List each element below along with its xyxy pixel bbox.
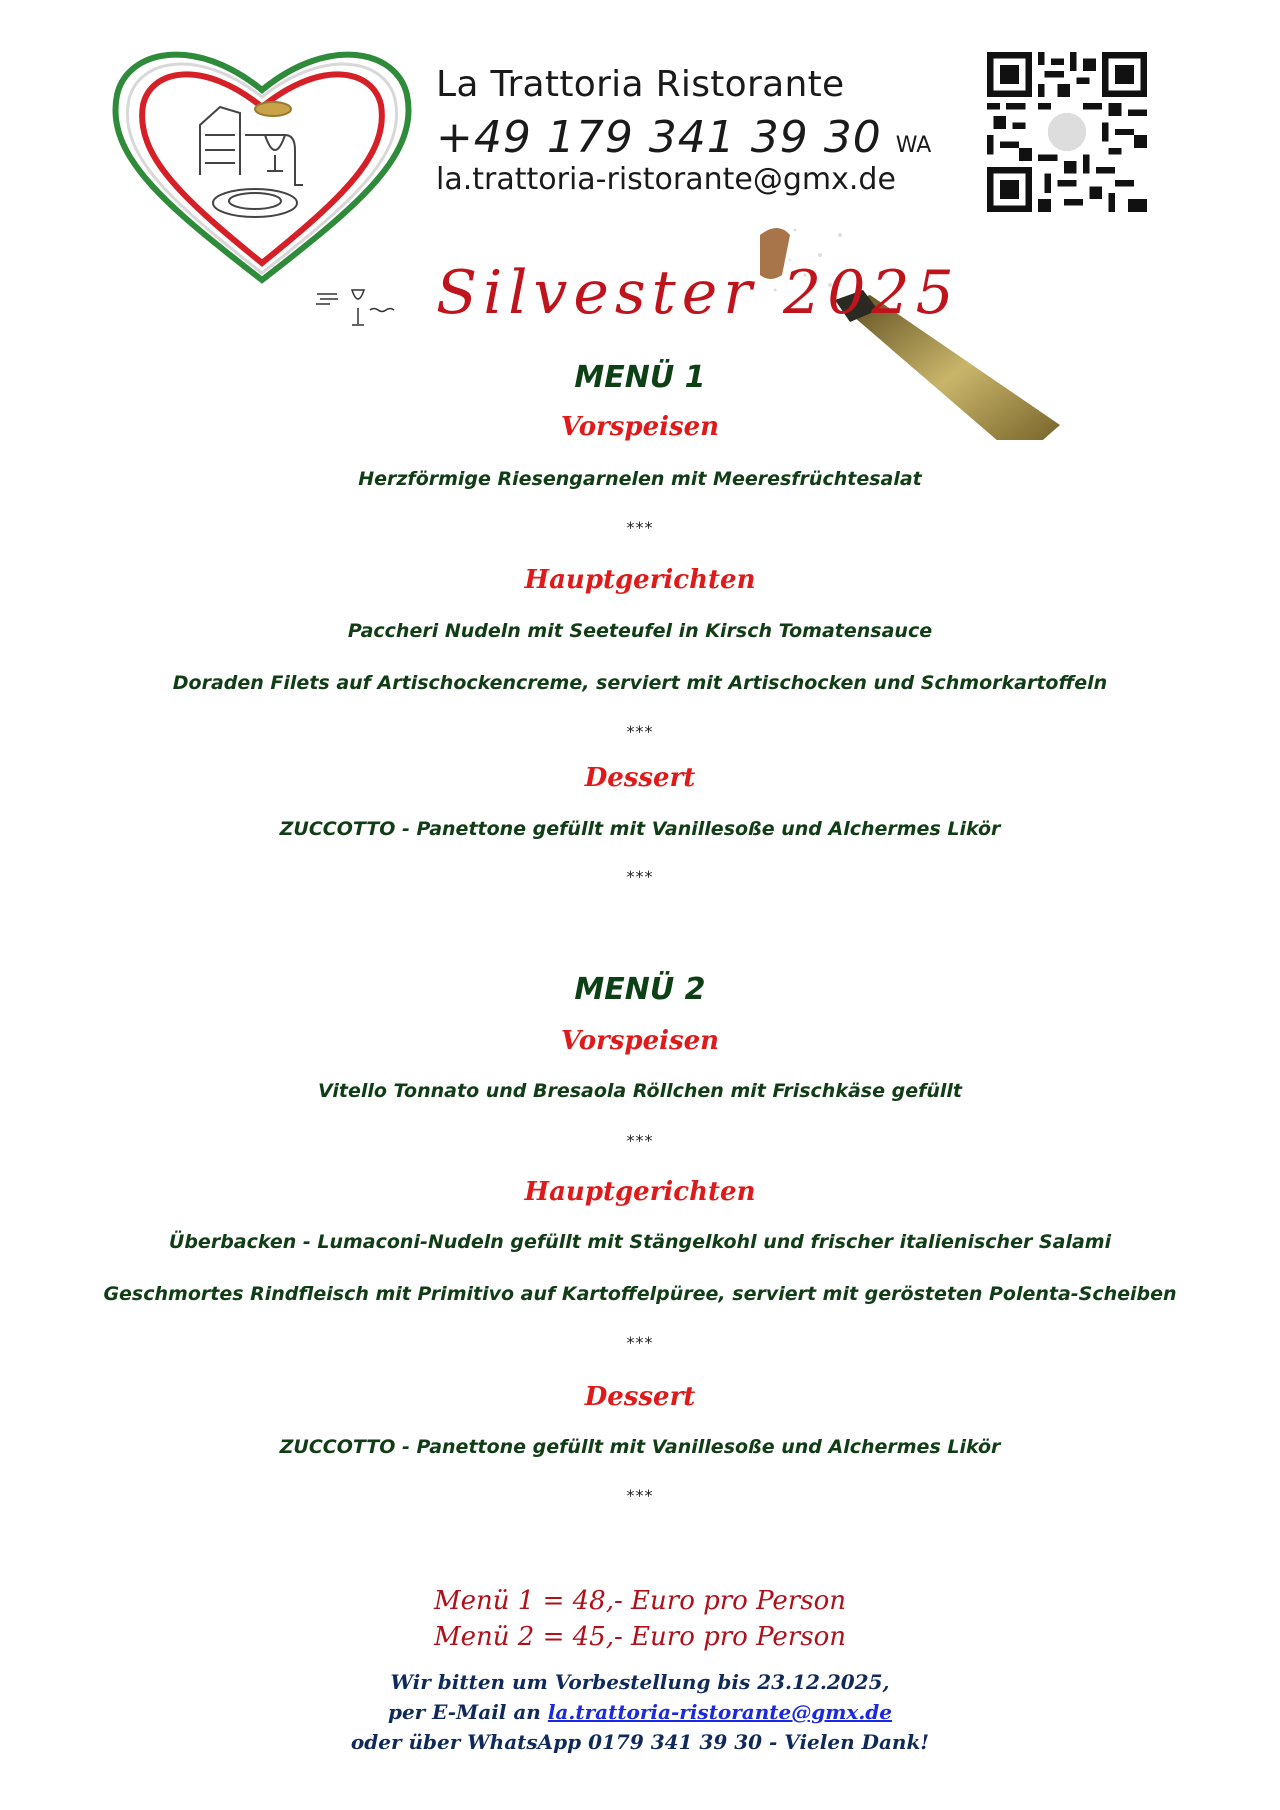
separator: *** [626,518,654,537]
menu-1-main-item: Doraden Filets auf Artischockencreme, serviert mit Artischocken und Schmorkartoffeln [172,672,1108,694]
menu-1-mains-heading: Hauptgerichten [524,565,756,595]
whatsapp-note: oder über WhatsApp 0179 341 39 30 - Vielen Dank! [350,1730,930,1754]
phone-number-text: +49 179 341 39 30 [436,112,882,163]
separator: *** [626,867,654,886]
preorder-note: Wir bitten um Vorbestellung bis 23.12.2025, [390,1670,890,1694]
menu-2-title: MENÜ 2 [574,972,706,1007]
menu-2-dessert-heading: Dessert [584,1382,696,1412]
menu-1-starters-heading: Vorspeisen [560,412,720,442]
separator: *** [626,1486,654,1505]
price-menu-2: Menü 2 = 45,- Euro pro Person [434,1622,846,1652]
wine-glass-icon [312,282,412,332]
email-note-prefix: per E-Mail an [387,1700,541,1724]
email-note [0,1700,1280,1724]
menu-2-mains-heading: Hauptgerichten [524,1177,756,1207]
menu-1-title: MENÜ 1 [574,360,706,395]
heart-logo-icon [105,35,420,290]
menu-2-main-item: Geschmortes Rindfleisch mit Primitivo auf Kartoffelpüree, serviert mit gerösteten Polenta-Scheiben [103,1283,1177,1305]
header-email[interactable]: la.trattoria-ristorante@gmx.de [436,162,896,197]
separator: *** [626,722,654,741]
menu-2-main-item: Überbacken - Lumaconi-Nudeln gefüllt mit Stängelkohl und frischer italienischer Salami [168,1231,1112,1253]
menu-1-dessert-item: ZUCCOTTO - Panettone gefüllt mit Vanillesoße und Alchermes Likör [279,818,1001,840]
footer-email-link[interactable]: la.trattoria-ristorante@gmx.de [547,1700,893,1724]
menu-1-dessert-heading: Dessert [584,763,696,793]
event-title: Silvester 2025 [436,258,960,328]
price-menu-1: Menü 1 = 48,- Euro pro Person [434,1586,846,1616]
menu-2-dessert-item: ZUCCOTTO - Panettone gefüllt mit Vanillesoße und Alchermes Likör [279,1436,1001,1458]
separator: *** [626,1131,654,1150]
separator: *** [626,1333,654,1352]
whatsapp-tag: WA [895,133,932,158]
menu-1-starter-item: Herzförmige Riesengarnelen mit Meeresfrüchtesalat [358,468,922,490]
menu-2-starters-heading: Vorspeisen [560,1026,720,1056]
menu-1-main-item: Paccheri Nudeln mit Seeteufel in Kirsch Tomatensauce [347,620,933,642]
menu-2-starter-item: Vitello Tonnato und Bresaola Röllchen mit Frischkäse gefüllt [318,1080,962,1102]
restaurant-name: La Trattoria Ristorante [436,64,845,105]
qr-code-icon [987,52,1147,212]
phone-number[interactable] [436,112,931,163]
